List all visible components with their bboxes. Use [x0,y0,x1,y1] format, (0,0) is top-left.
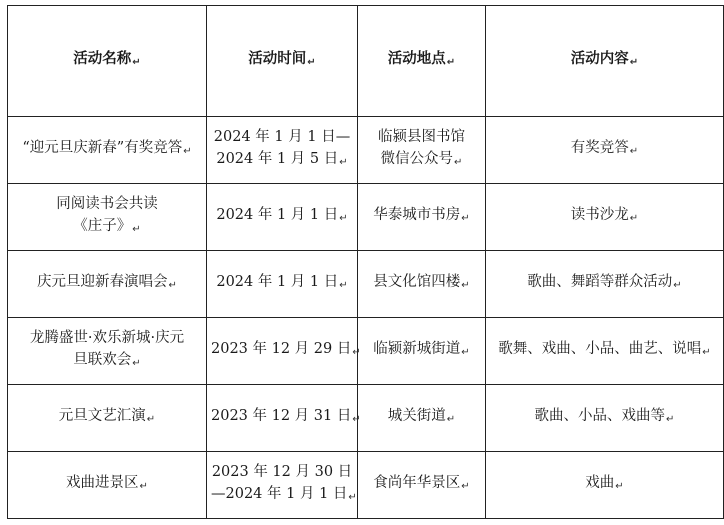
cell-activity-content: 歌舞、戏曲、小品、曲艺、说唱↵ [486,318,724,385]
cell-activity-name-line: 旦联欢会↵ [73,352,141,369]
cell-activity-time-line: 2023 年 12 月 29 日↵ [211,341,361,358]
cell-activity-time-line: 2023 年 12 月 30 日 [211,464,353,480]
table-row [8,184,724,251]
header-activity-place: 活动地点↵ [358,6,486,117]
cell-activity-content: 歌曲、小品、戏曲等↵ [486,385,724,452]
cell-activity-place [358,318,486,385]
header-activity-name: 活动名称↵ [8,6,207,117]
cell-activity-time-line: 2024 年 1 月 1 日↵ [216,274,348,291]
cell-activity-place-line: 微信公众号↵ [380,151,463,168]
cell-activity-time-line: 2024 年 1 月 1 日— [213,129,351,145]
cell-activity-time-line: 2024 年 1 月 1 日↵ [216,207,348,224]
cell-activity-time [207,452,358,519]
header-activity-content: 活动内容↵ [486,6,724,117]
cell-activity-content: 有奖竞答↵ [486,117,724,184]
cell-activity-name [8,117,207,184]
cell-activity-content: 戏曲↵ [486,452,724,519]
table-row [8,117,724,184]
cell-activity-place [358,385,486,452]
cell-activity-time-line: 2023 年 12 月 31 日↵ [211,408,361,425]
cell-activity-time-line: —2024 年 1 月 1 日↵ [211,486,357,503]
cell-activity-place [358,184,486,251]
cell-activity-name-line: 同阅读书会共读 [56,196,158,212]
cell-activity-time [207,184,358,251]
cell-activity-name-line: 戏曲进景区↵ [66,475,148,492]
cell-activity-name-line: “迎元旦庆新春”有奖竞答↵ [22,140,192,157]
cell-activity-place [358,251,486,318]
table-row [8,251,724,318]
cell-activity-name [8,385,207,452]
cell-activity-time-line: 2024 年 1 月 5 日↵ [216,151,348,168]
cell-activity-name-line: 龙腾盛世·欢乐新城·庆元 [29,330,185,346]
cell-activity-place [358,452,486,519]
cell-activity-place-line: 临颍县图书馆 [378,129,465,145]
cell-activity-name-line: 《庄子》↵ [73,218,141,235]
cell-activity-time [207,251,358,318]
table-header-row [8,6,724,117]
header-activity-time: 活动时间↵ [207,6,358,117]
cell-activity-name [8,251,207,318]
table-row [8,318,724,385]
cell-activity-place-line: 食尚年华景区↵ [373,475,470,492]
cell-activity-place-line: 城关街道↵ [387,408,456,425]
cell-activity-place-line: 县文化馆四楼↵ [373,274,470,291]
table-row [8,452,724,519]
cell-activity-place [358,117,486,184]
cell-activity-time [207,318,361,385]
table-row [8,385,724,452]
cell-activity-content: 读书沙龙↵ [486,184,724,251]
cell-activity-place-line: 临颍新城街道↵ [373,341,470,358]
cell-activity-content: 歌曲、舞蹈等群众活动↵ [486,251,724,318]
cell-activity-name-line: 庆元旦迎新春演唱会↵ [37,274,177,291]
cell-activity-time [207,117,358,184]
cell-activity-name [8,452,207,519]
cell-activity-time [207,385,361,452]
cell-activity-name [8,184,207,251]
cell-activity-name-line: 元旦文艺汇演↵ [58,408,156,425]
cell-activity-place-line: 华泰城市书房↵ [373,207,470,224]
activity-table [7,5,724,519]
cell-activity-name [8,318,207,385]
